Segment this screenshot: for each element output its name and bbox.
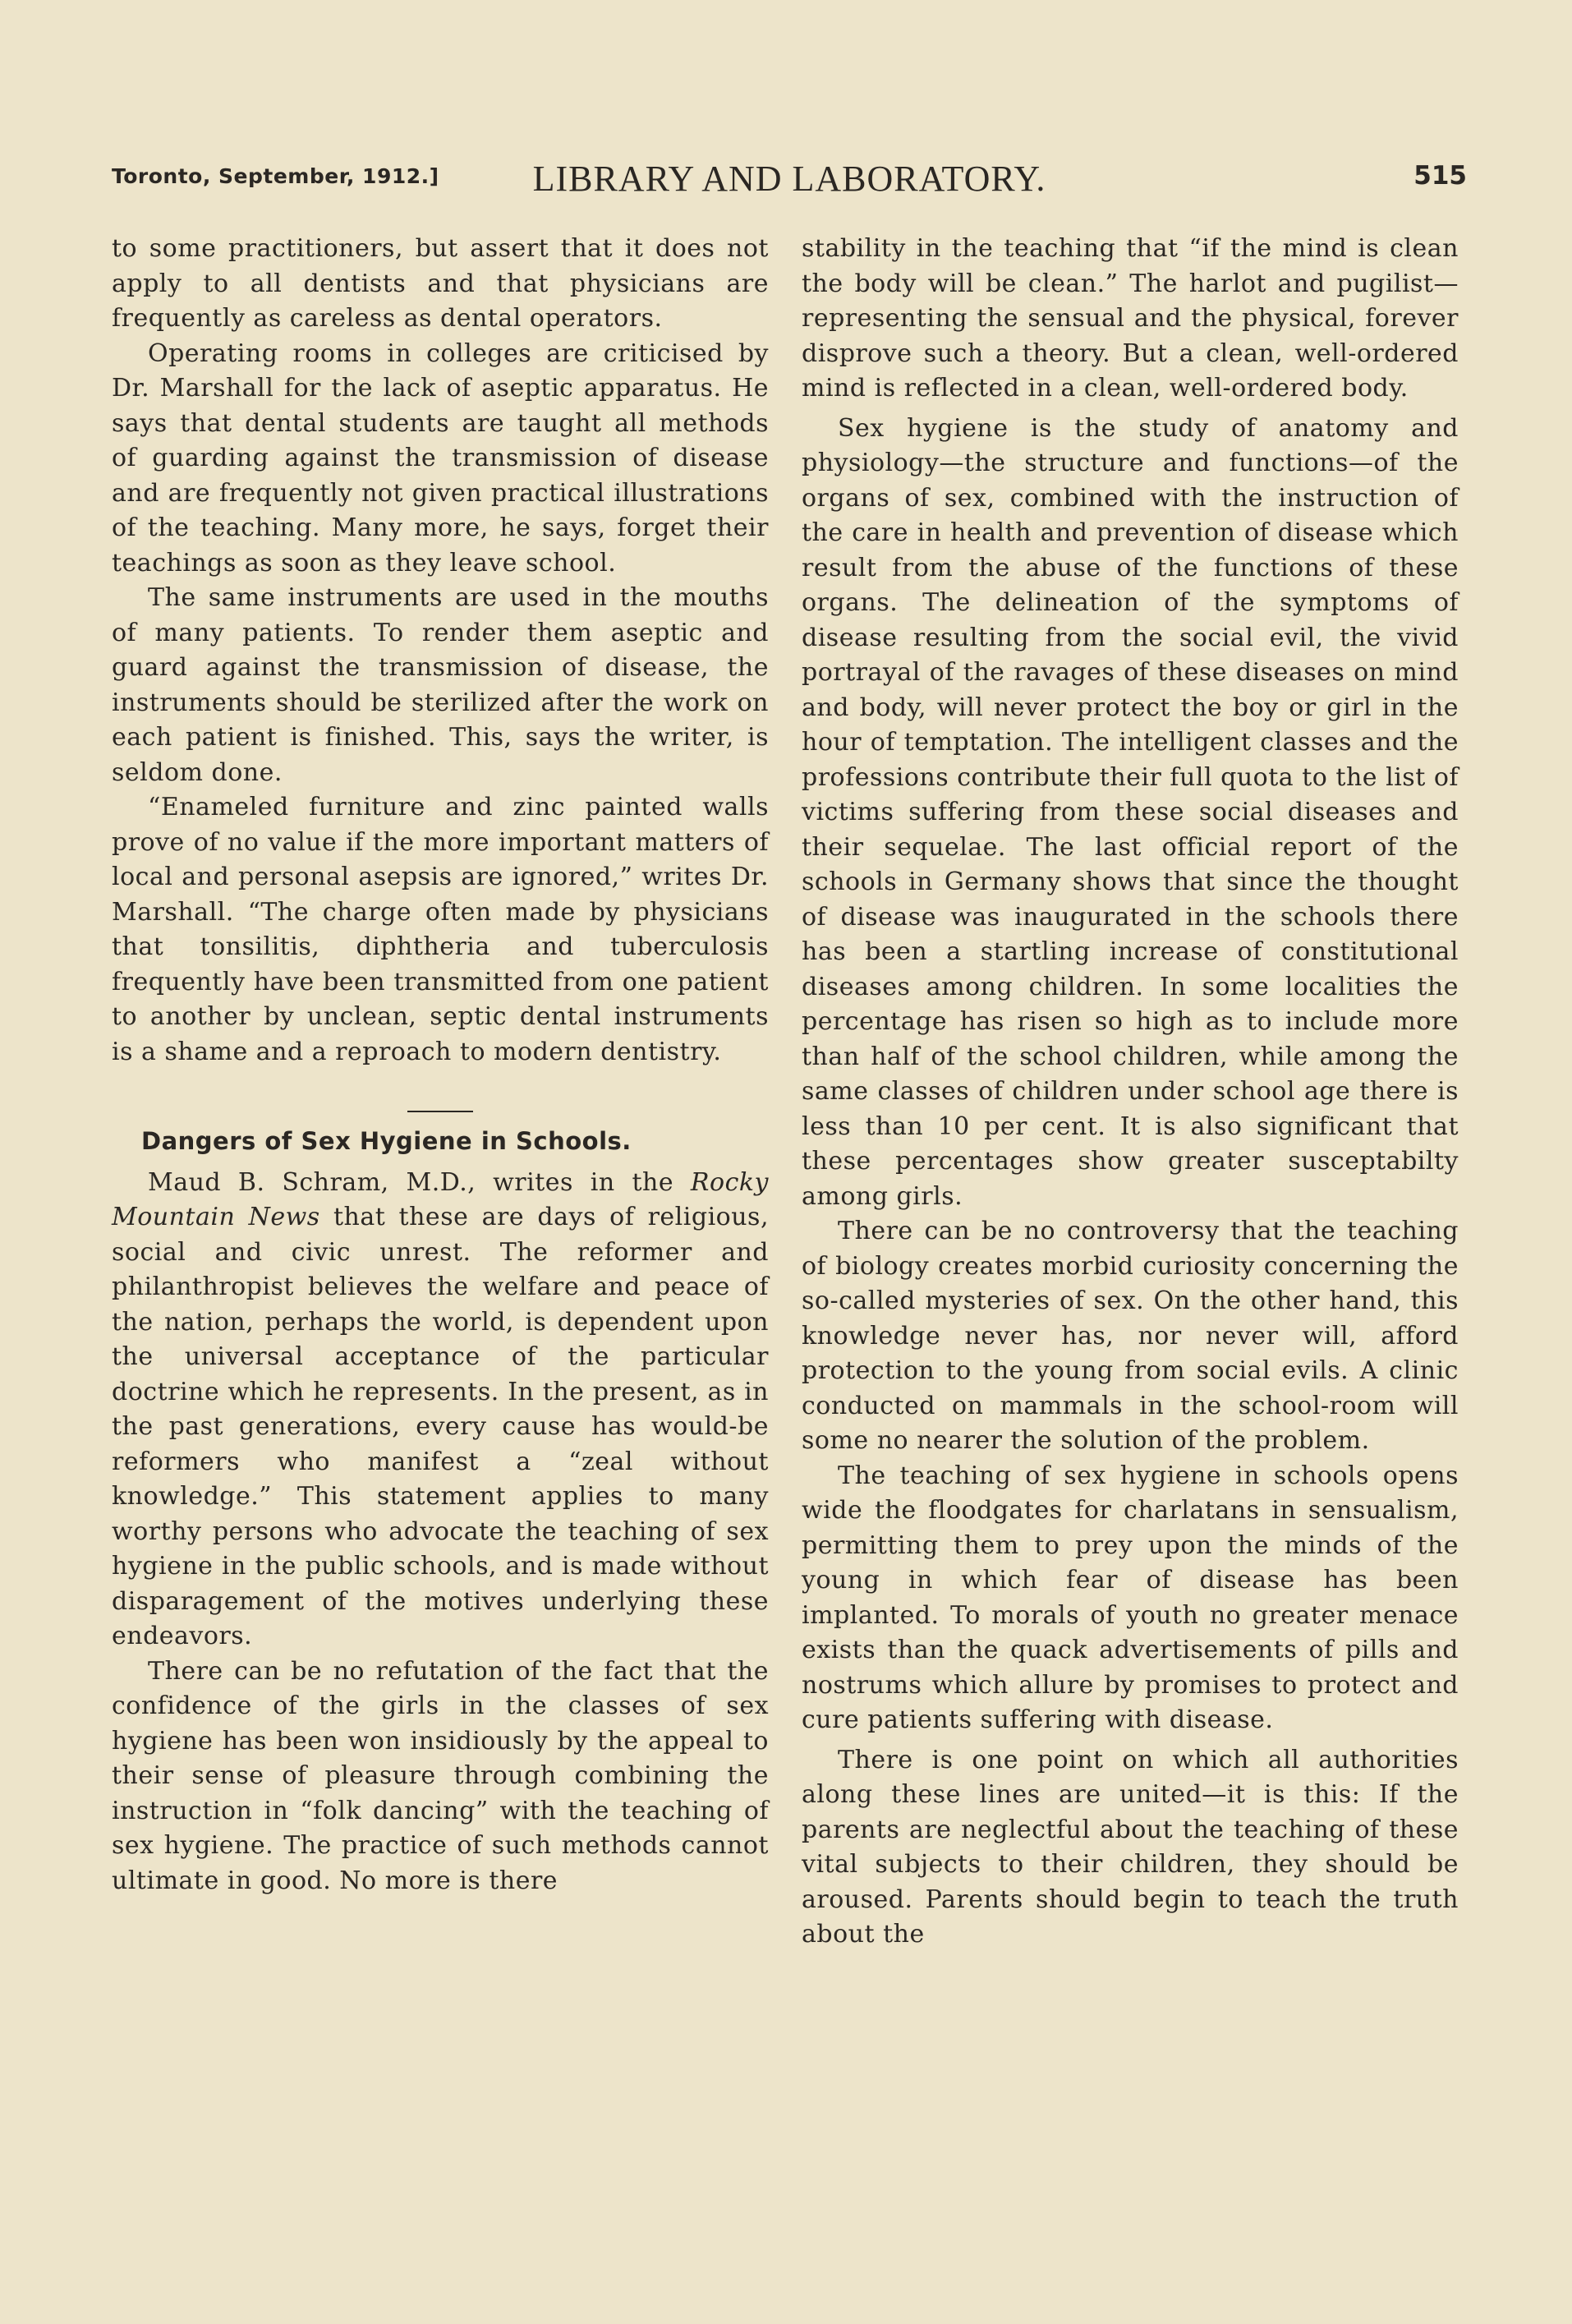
paragraph: There can be no controversy that the teaching of biology creates morbid curiosity concerning the so-called mysteries of sex. On the other hand, this knowledge never has, nor never will, afford protection to the young from social evils. A clinic conducted on mammals in the school-room will some no nearer the solution of the problem. [802, 1217, 1459, 1455]
paragraph: Sex hygiene is the study of anatomy and physiology—the structure and functions—of the organs of sex, combined with the instruction of the care in health and prevention of disease which result from the abuse of the functions of these organs. The delineation of the symptoms of disease resulting from the social evil, the vivid portrayal of the ravages of these diseases on mind and body, will never protect the boy or girl in the hour of temptation. The intelligent classes and the professions contribute their full quota to the list of victims suffering from these social diseases and their sequelae. The last official report of the schools in Germany shows that since the thought of disease was inaugurated in the schools there has been a startling increase of constitutional diseases among children. In some localities the percentage has risen so high as to include more than half of the school children, while among the same classes of children under school age there is less than 10 per cent. It is also significant that these percentages show greater susceptabilty among girls. [802, 413, 1459, 1211]
paragraph: to some practitioners, but assert that it does not apply to all dentists and that physicians are frequently as careless as dental operators. [112, 234, 769, 333]
paragraph: The teaching of sex hygiene in schools opens wide the floodgates for charlatans in sensualism, permitting them to prey upon the minds of the young in which fear of disease has been implanted. To morals of youth no greater menace exists than the quack advertisements of pills and nostrums which allure by promises to protect and cure patients suffering with disease. [802, 1461, 1459, 1734]
page-number: 515 [1413, 161, 1467, 191]
paragraph: “Enameled furniture and zinc painted walls prove of no value if the more important matters of local and personal asepsis are ignored,” writes Dr. Marshall. “The charge often made by physicians that tonsilitis, diphtheria and tuberculosis frequently have been transmitted from one patient to another by unclean, septic dental instruments is a shame and a reproach to modern dentistry. [112, 793, 769, 1066]
right-column [802, 232, 1459, 1953]
section-heading: Dangers of Sex Hygiene in Schools. [141, 1127, 632, 1155]
paragraph: The same instruments are used in the mouths of many patients. To render them aseptic and guard against the transmission of disease, the instruments should be sterilized after the work on each patient is finished. This, says the writer, is seldom done. [112, 583, 769, 787]
left-column [112, 232, 769, 1898]
newspaper-title: Rocky Mountain News [112, 1167, 769, 1231]
paragraph [112, 1166, 769, 1654]
section-divider [407, 1111, 473, 1112]
journal-title: LIBRARY AND LABORATORY. [532, 159, 1046, 199]
paragraph: There is one point on which all authorities along these lines are united—it is this: If the parents are neglectful about the teaching of these vital subjects to their children, they should be aroused. Parents should begin to teach the truth about the [802, 1745, 1459, 1949]
paragraph: stability in the teaching that “if the mind is clean the body will be clean.” The harlot and pugilist—representing the sensual and the physical, forever disprove such a theory. But a clean, well-ordered mind is reflected in a clean, well-ordered body. [802, 234, 1459, 403]
paragraph: There can be no refutation of the fact that the confidence of the girls in the classes of sex hygiene has been won insidiously by the appeal to their sense of pleasure through combining the instruction in “folk dancing” with the teaching of sex hygiene. The practice of such methods cannot ultimate in good. No more is there [112, 1656, 769, 1895]
header-location-date: Toronto, September, 1912.] [112, 164, 439, 188]
running-header [112, 158, 1467, 199]
paragraph: Operating rooms in colleges are criticised by Dr. Marshall for the lack of aseptic apparatus. He says that dental students are taught all methods of guarding against the transmission of disease and are frequently not given practical illustrations of the teaching. Many more, he says, forget their teachings as soon as they leave school. [112, 338, 769, 578]
paragraph-text: that these are days of religious, social and civic unrest. The reformer and philanthropist believes the welfare and peace of the nation, perhaps the world, is dependent upon the universal acceptance of the particular doctrine which he represents. In the present, as in the past generations, every cause has would-be reformers who manifest a “zeal without knowledge.” This statement applies to many worthy persons who advocate the teaching of sex hygiene in the public schools, and is made without disparagement of the motives underlying these endeavors. [112, 1203, 769, 1650]
paragraph-text: Maud B. Schram, M.D., writes in the [148, 1167, 691, 1197]
